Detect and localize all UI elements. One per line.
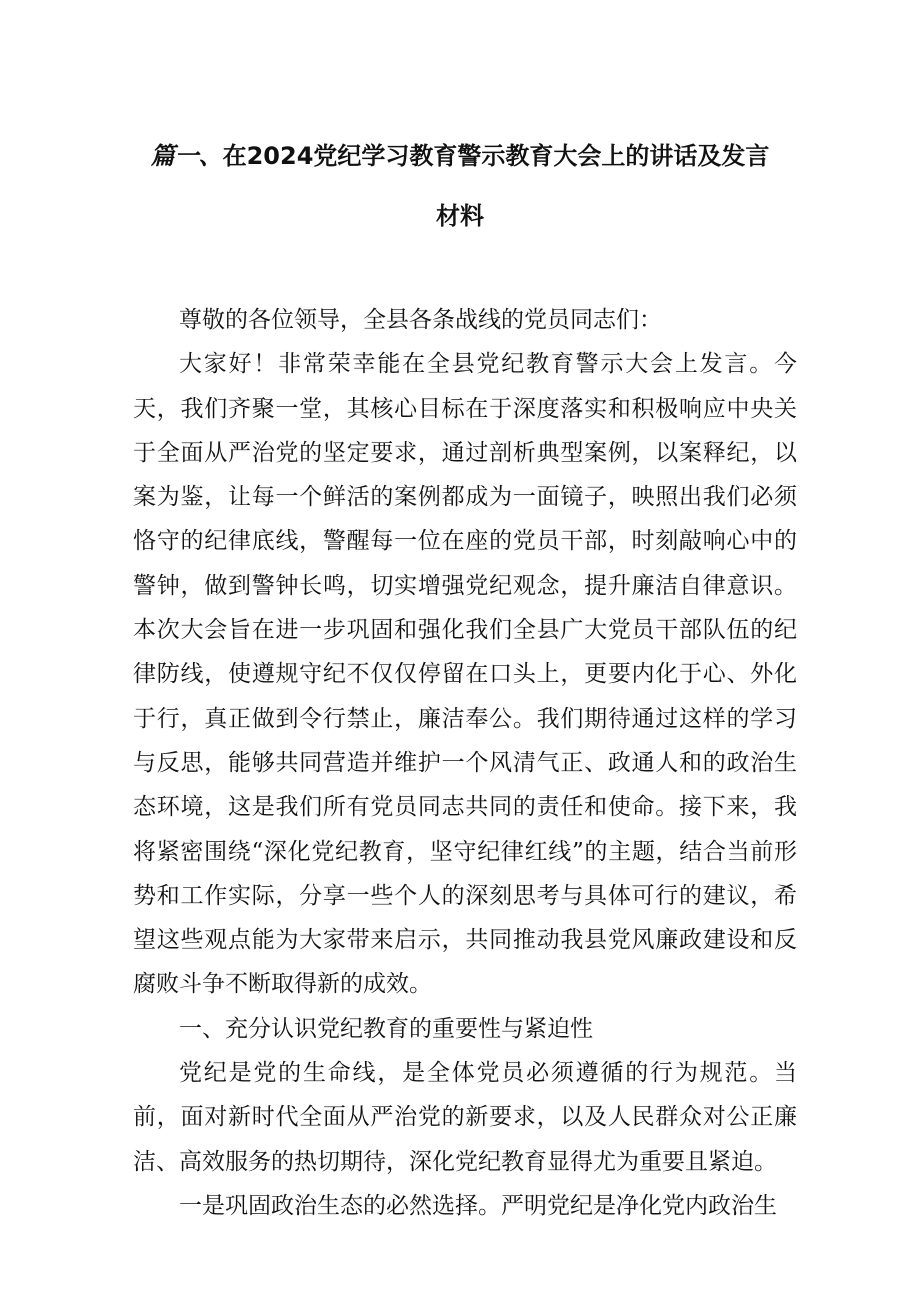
paragraph-opening: 大家好！非常荣幸能在全县党纪教育警示大会上发言。今天，我们齐聚一堂，其核心目标在于深度落实和积极响应中央关于全面从严治党的坚定要求，通过剖析典型案例，以案释纪，以案为鉴，让每一个鲜活的案例都成为一面镜子，映照出我们必须恪守的纪律底线，警醒每一位在座的党员干部，时刻敲响心中的警钟，做到警钟长鸣，切实增强党纪观念，提升廉洁自律意识。本次大会旨在进一步巩固和强化我们全县广大党员干部队伍的纪律防线，使遵规守纪不仅仅停留在口头上，更要内化于心、外化于行，真正做到令行禁止，廉洁奉公。我们期待通过这样的学习与反思，能够共同营造并维护一个风清气正、政通人和的政治生态环境，这是我们所有党员同志共同的责任和使命。接下来，我将紧密围绕“深化党纪教育，坚守纪律红线”的主题，结合当前形势和工作实际，分享一些个人的深刻思考与具体可行的建议，希望这些观点能为大家带来启示，共同推动我县党风廉政建设和反腐败斗争不断取得新的成效。 — [133, 351, 797, 998]
document-title-continuation: 材料 — [436, 202, 484, 230]
title-lead: 篇一、 — [150, 142, 223, 170]
salutation: 尊敬的各位领导，全县各条战线的党员同志们： — [179, 307, 662, 333]
document-title — [120, 140, 800, 172]
section-heading: 一、充分认识党纪教育的重要性与紧迫性 — [179, 1015, 593, 1042]
paragraph-section-intro: 党纪是党的生命线，是全体党员必须遵循的行为规范。当前，面对新时代全面从严治党的新要求，以及人民群众对公正廉洁、高效服务的热切期待，深化党纪教育显得尤为重要且紧迫。 — [133, 1060, 797, 1175]
title-main: 在2024党纪学习教育警示教育大会上的讲话及发言 — [222, 142, 770, 170]
document-body — [133, 298, 797, 1228]
paragraph-point-one: 一是巩固政治生态的必然选择。严明党纪是净化党内政治生 — [179, 1192, 777, 1219]
